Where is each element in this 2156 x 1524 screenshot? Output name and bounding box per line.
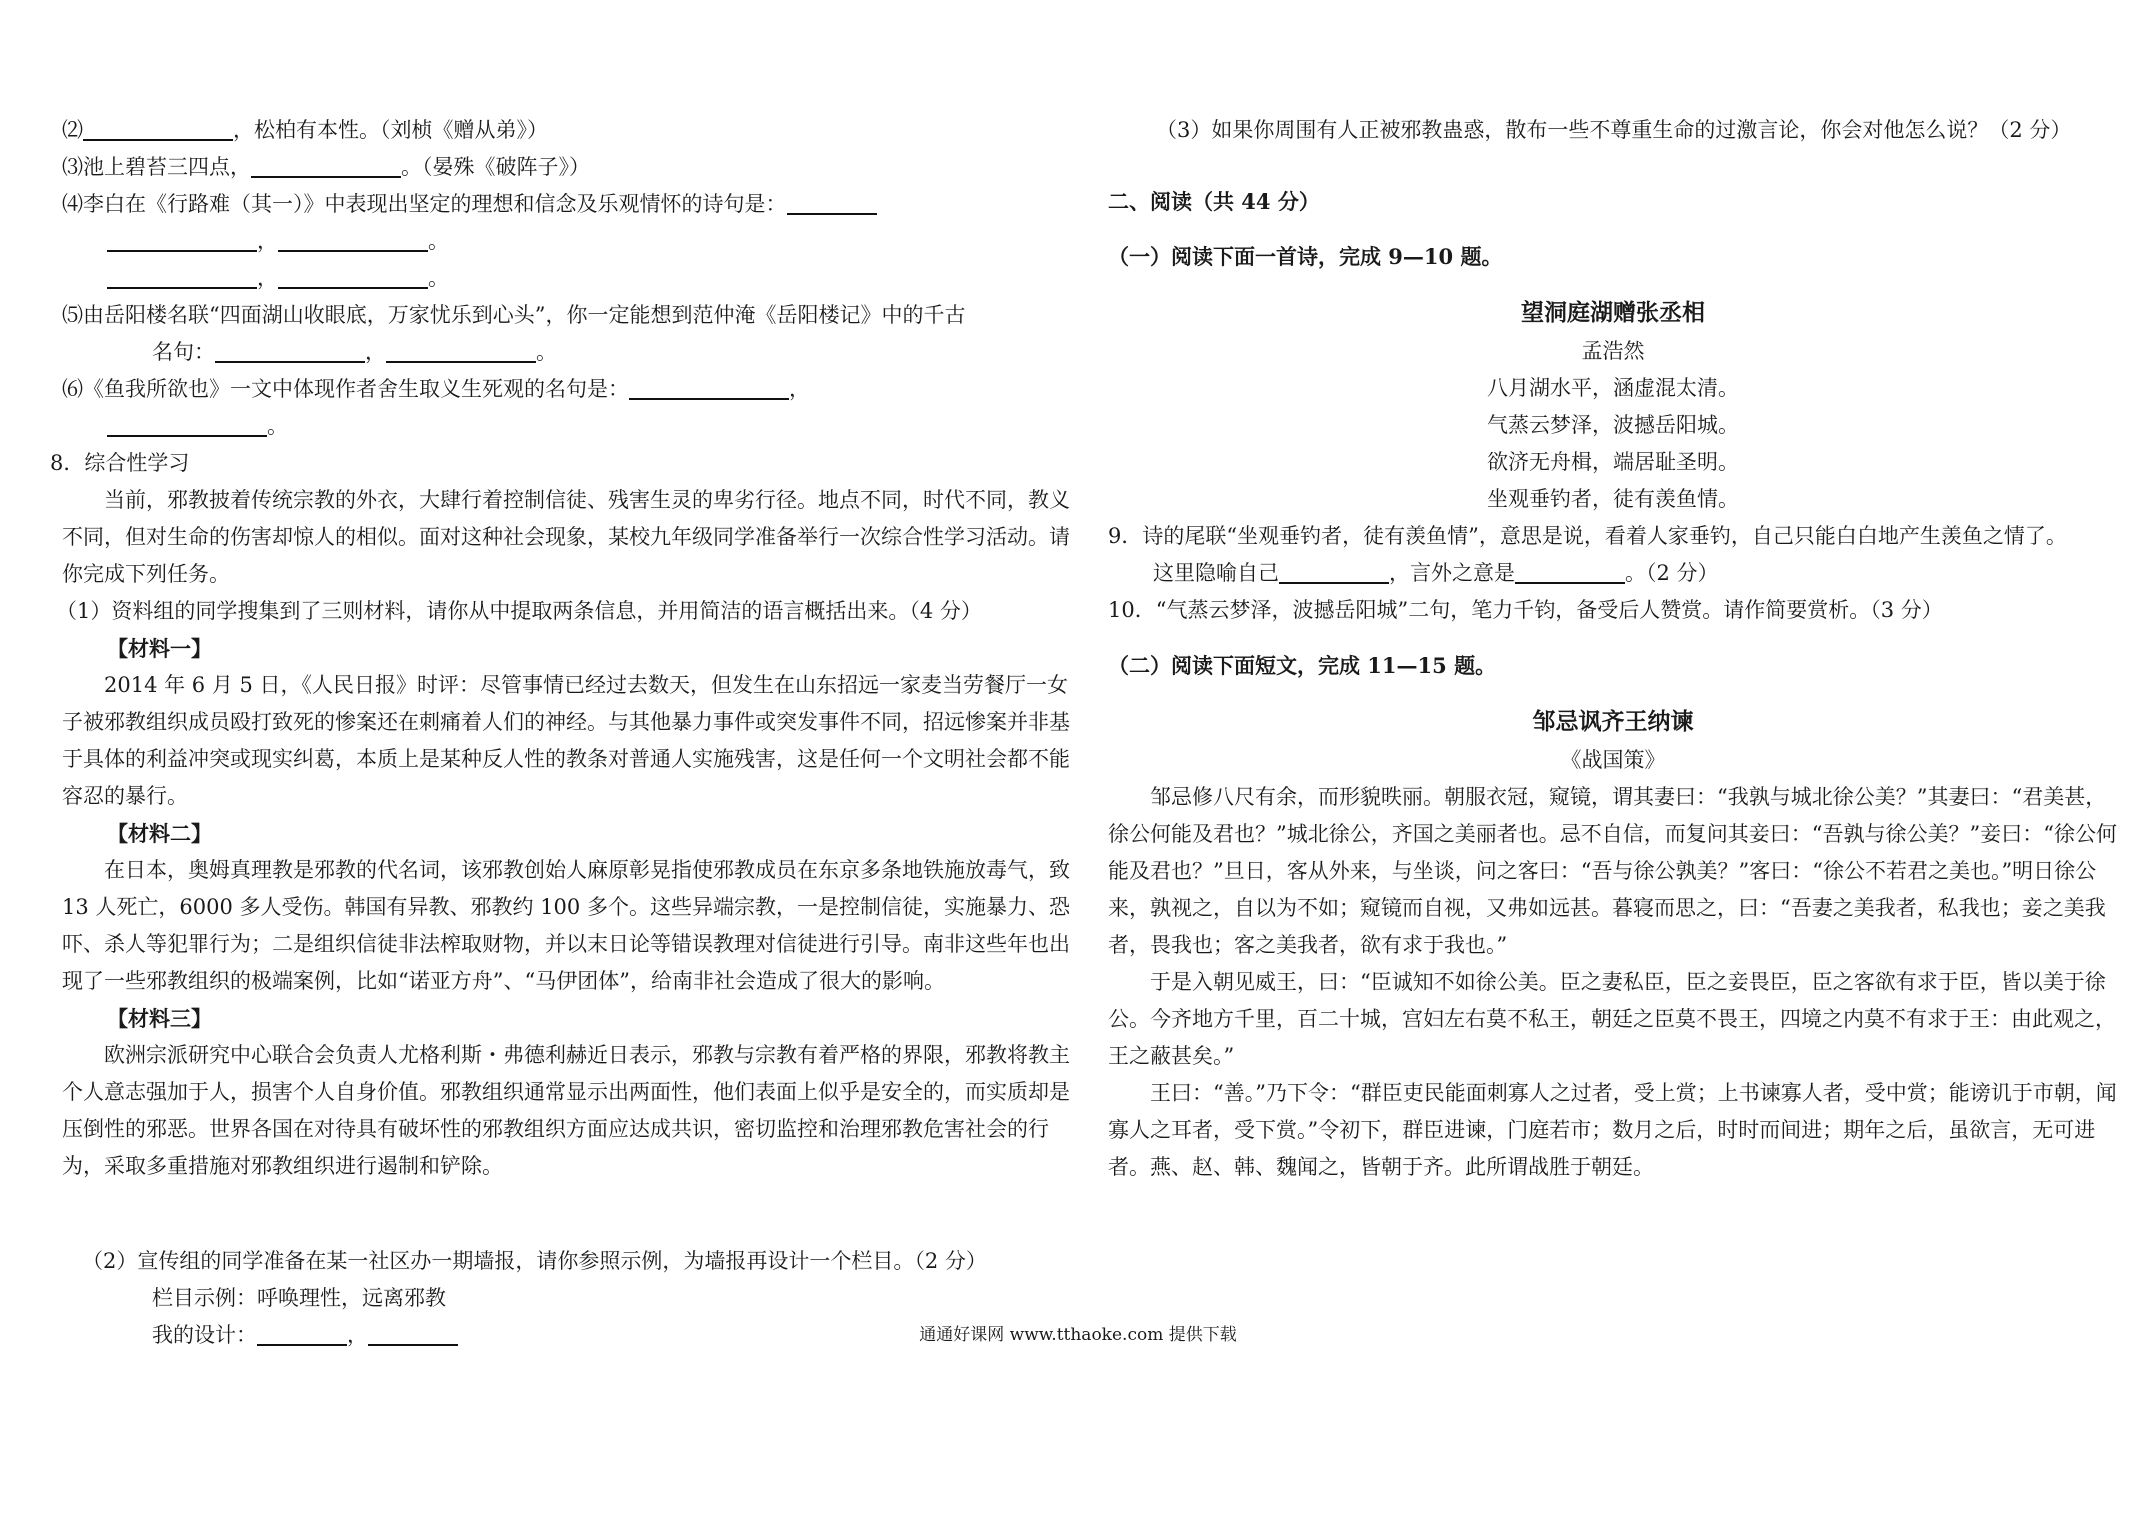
answer-blank[interactable] bbox=[386, 337, 536, 363]
q7-4-end: 。 bbox=[428, 229, 449, 253]
spacer bbox=[1108, 275, 2118, 293]
q9-text1: 这里隐喻自己 bbox=[1153, 561, 1279, 585]
q7-2-num: ⑵ bbox=[62, 118, 83, 142]
footer-credit: 通通好课网 www.tthaoke.com 提供下载 bbox=[919, 1325, 1237, 1345]
poem-line: 坐观垂钓者，徒有羡鱼情。 bbox=[1487, 487, 1739, 511]
right-column bbox=[1108, 112, 2118, 1186]
q7-3 bbox=[62, 149, 1072, 186]
spacer bbox=[1108, 149, 2118, 183]
poem-line: 欲济无舟楫，端居耻圣明。 bbox=[1487, 450, 1739, 474]
spacer bbox=[62, 1185, 1072, 1243]
answer-blank[interactable] bbox=[1279, 558, 1389, 584]
material2-label: 【材料二】 bbox=[107, 821, 212, 846]
q8-intro: 当前，邪教披着传统宗教的外衣，大肆行着控制信徒、残害生灵的卑劣行径。地点不同，时代不同，教义不同，但对生命的伤害却惊人的相似。面对这种社会现象，某校九年级同学准备举行一次综合性学习活动。请你完成下列任务。 bbox=[62, 488, 1070, 586]
essay-paragraph-1: 邹忌修八尺有余，而形貌昳丽。朝服衣冠，窥镜，谓其妻曰：“我孰与城北徐公美？”其妻曰：“君美甚，徐公何能及君也？”城北徐公，齐国之美丽者也。忌不自信，而复问其妾曰：“吾孰与徐公美？”妾曰：“徐公何能及君也？”旦日，客从外来，与坐谈，问之客曰：“吾与徐公孰美？”客曰：“徐公不若君之美也。”明日徐公来，孰视之，自以为不如；窥镜而自视，又弗如远甚。暮寝而思之，曰：“吾妻之美我者，私我也；妾之美我者，畏我也；客之美我者，欲有求于我也。” bbox=[1108, 785, 2117, 957]
answer-blank[interactable] bbox=[107, 411, 267, 437]
poem-line: 气蒸云梦泽，波撼岳阳城。 bbox=[1487, 413, 1739, 437]
material1-text: 2014 年 6 月 5 日，《人民日报》时评：尽管事情已经过去数天，但发生在山东招远一家麦当劳餐厅一女子被邪教组织成员殴打致死的惨案还在刺痛着人们的神经。与其他暴力事件或突发事件不同，招远惨案并非基于具体的利益冲突或现实纠葛，本质上是某种反人性的教条对普通人实施残害，这是任何一个文明社会都不能容忍的暴行。 bbox=[62, 673, 1070, 808]
spacer bbox=[1108, 629, 2118, 647]
part2-heading: （二）阅读下面短文，完成 11—15 题。 bbox=[1108, 653, 1497, 678]
essay-source: 《战国策》 bbox=[1560, 748, 1666, 772]
answer-blank[interactable] bbox=[251, 152, 401, 178]
q8-heading: 8．综合性学习 bbox=[50, 451, 190, 475]
answer-blank[interactable] bbox=[83, 115, 233, 141]
column-example: 栏目示例：呼唤理性，远离邪教 bbox=[152, 1286, 446, 1310]
material2-text: 在日本，奥姆真理教是邪教的代名词，该邪教创始人麻原彰晃指使邪教成员在东京多条地铁施放毒气，致 13 人死亡，6000 多人受伤。韩国有异教、邪教约 100 多个。这些异端宗教，一是控制信徒，实施暴力、恐吓、杀人等犯罪行为；二是组织信徒非法榨取财物，并以末日论等错误教理对信徒进行引导。南非这些年也出现了一些邪教组织的极端案例，比如“诺亚方舟”、“马伊团体”，给南非社会造成了很大的影响。 bbox=[62, 858, 1070, 993]
q7-6-sep: ， bbox=[789, 377, 810, 401]
essay-paragraph-2: 于是入朝见威王，曰：“臣诚知不如徐公美。臣之妻私臣，臣之妾畏臣，臣之客欲有求于臣，皆以美于徐公。今齐地方千里，百二十城，宫妇左右莫不私王，朝廷之臣莫不畏王，四境之内莫不有求于王：由此观之，王之蔽甚矣。” bbox=[1108, 970, 2116, 1068]
q7-5-end: 。 bbox=[536, 340, 557, 364]
q9-text2: ，言外之意是 bbox=[1389, 561, 1515, 585]
q9: 9．诗的尾联“坐观垂钓者，徒有羡鱼情”，意思是说，看着人家垂钓，自己只能白白地产生羡鱼之情了。 bbox=[1108, 524, 2067, 548]
q9-cont bbox=[1108, 555, 2118, 592]
q8-sub2: （2）宣传组的同学准备在某一社区办一期墙报，请你参照示例，为墙报再设计一个栏目。（2 分） bbox=[82, 1249, 987, 1273]
answer-blank[interactable] bbox=[787, 189, 877, 215]
q7-5-cont bbox=[62, 334, 1072, 371]
spacer bbox=[1108, 220, 2118, 238]
section-reading: 二、阅读（共 44 分） bbox=[1108, 189, 1320, 214]
q7-6-end: 。 bbox=[267, 414, 288, 438]
left-column bbox=[50, 112, 1072, 1354]
q8-sub1: （1）资料组的同学搜集到了三则材料，请你从中提取两条信息，并用简洁的语言概括出来。（4 分） bbox=[56, 599, 982, 623]
q7-4-cont bbox=[62, 223, 1072, 260]
q7-6-cont bbox=[62, 408, 1072, 445]
my-design-label: 我的设计： bbox=[152, 1323, 257, 1347]
answer-blank[interactable] bbox=[629, 374, 789, 400]
q7-4-cont2 bbox=[62, 260, 1072, 297]
q7-5 bbox=[62, 297, 1072, 334]
answer-blank[interactable] bbox=[278, 263, 428, 289]
answer-blank[interactable] bbox=[1515, 558, 1625, 584]
material3-text: 欧洲宗派研究中心联合会负责人尤格利斯・弗德利赫近日表示，邪教与宗教有着严格的界限，邪教将教主个人意志强加于人，损害个人自身价值。邪教组织通常显示出两面性，他们表面上似乎是安全的，而实质却是压倒性的邪恶。世界各国在对待具有破坏性的邪教组织方面应达成共识，密切监控和治理邪教危害社会的行为，采取多重措施对邪教组织进行遏制和铲除。 bbox=[62, 1043, 1070, 1178]
q7-4 bbox=[62, 186, 1072, 223]
q10: 10．“气蒸云梦泽，波撼岳阳城”二句，笔力千钧，备受后人赞赏。请作简要赏析。（3 分） bbox=[1108, 598, 1943, 622]
q7-5-sep: ， bbox=[365, 340, 386, 364]
part1-heading: （一）阅读下面一首诗，完成 9—10 题。 bbox=[1108, 244, 1503, 269]
essay-paragraph-3: 王曰：“善。”乃下令：“群臣吏民能面刺寡人之过者，受上赏；上书谏寡人者，受中赏；能谤讥于市朝，闻寡人之耳者，受下赏。”令初下，群臣进谏，门庭若市；数月之后，时时而间进；期年之后，虽欲言，无可进者。燕、赵、韩、魏闻之，皆朝于齐。此所谓战胜于朝廷。 bbox=[1108, 1081, 2117, 1179]
essay-title: 邹忌讽齐王纳谏 bbox=[1532, 708, 1694, 735]
q7-4-end2: 。 bbox=[428, 266, 449, 290]
q7-6 bbox=[62, 371, 1072, 408]
q7-2 bbox=[62, 112, 1072, 149]
q7-6-text: ⑹《鱼我所欲也》一文中体现作者舍生取义生死观的名句是： bbox=[62, 377, 629, 401]
q7-4-sep2: ， bbox=[257, 266, 278, 290]
spacer bbox=[1108, 684, 2118, 702]
poem-title: 望洞庭湖赠张丞相 bbox=[1521, 299, 1705, 326]
answer-blank[interactable] bbox=[107, 226, 257, 252]
q7-3-source: 。（晏殊《破阵子》） bbox=[401, 155, 590, 179]
material3-label: 【材料三】 bbox=[107, 1006, 212, 1031]
q7-5-text: ⑸由岳阳楼名联“四面湖山收眼底，万家忧乐到心头”，你一定能想到范仲淹《岳阳楼记》中的千古 bbox=[62, 303, 966, 327]
material1-label: 【材料一】 bbox=[107, 636, 212, 661]
my-design-sep: ， bbox=[347, 1323, 368, 1347]
q7-4-text: ⑷李白在《行路难（其一）》中表现出坚定的理想和信念及乐观情怀的诗句是： bbox=[62, 192, 787, 216]
answer-blank[interactable] bbox=[278, 226, 428, 252]
q7-5-label: 名句： bbox=[152, 340, 215, 364]
q9-text3: 。（2 分） bbox=[1625, 561, 1719, 585]
q8-sub3: （3）如果你周围有人正被邪教蛊惑，散布一些不尊重生命的过激言论，你会对他怎么说？（2 分） bbox=[1156, 118, 2072, 142]
q7-4-sep: ， bbox=[257, 229, 278, 253]
poem-line: 八月湖水平，涵虚混太清。 bbox=[1487, 376, 1739, 400]
q7-3-text: ⑶池上碧苔三四点， bbox=[62, 155, 251, 179]
poem-author: 孟浩然 bbox=[1581, 339, 1645, 363]
answer-blank[interactable] bbox=[215, 337, 365, 363]
answer-blank[interactable] bbox=[107, 263, 257, 289]
q7-2-text: ，松柏有本性。（刘桢《赠从弟》） bbox=[233, 118, 548, 142]
